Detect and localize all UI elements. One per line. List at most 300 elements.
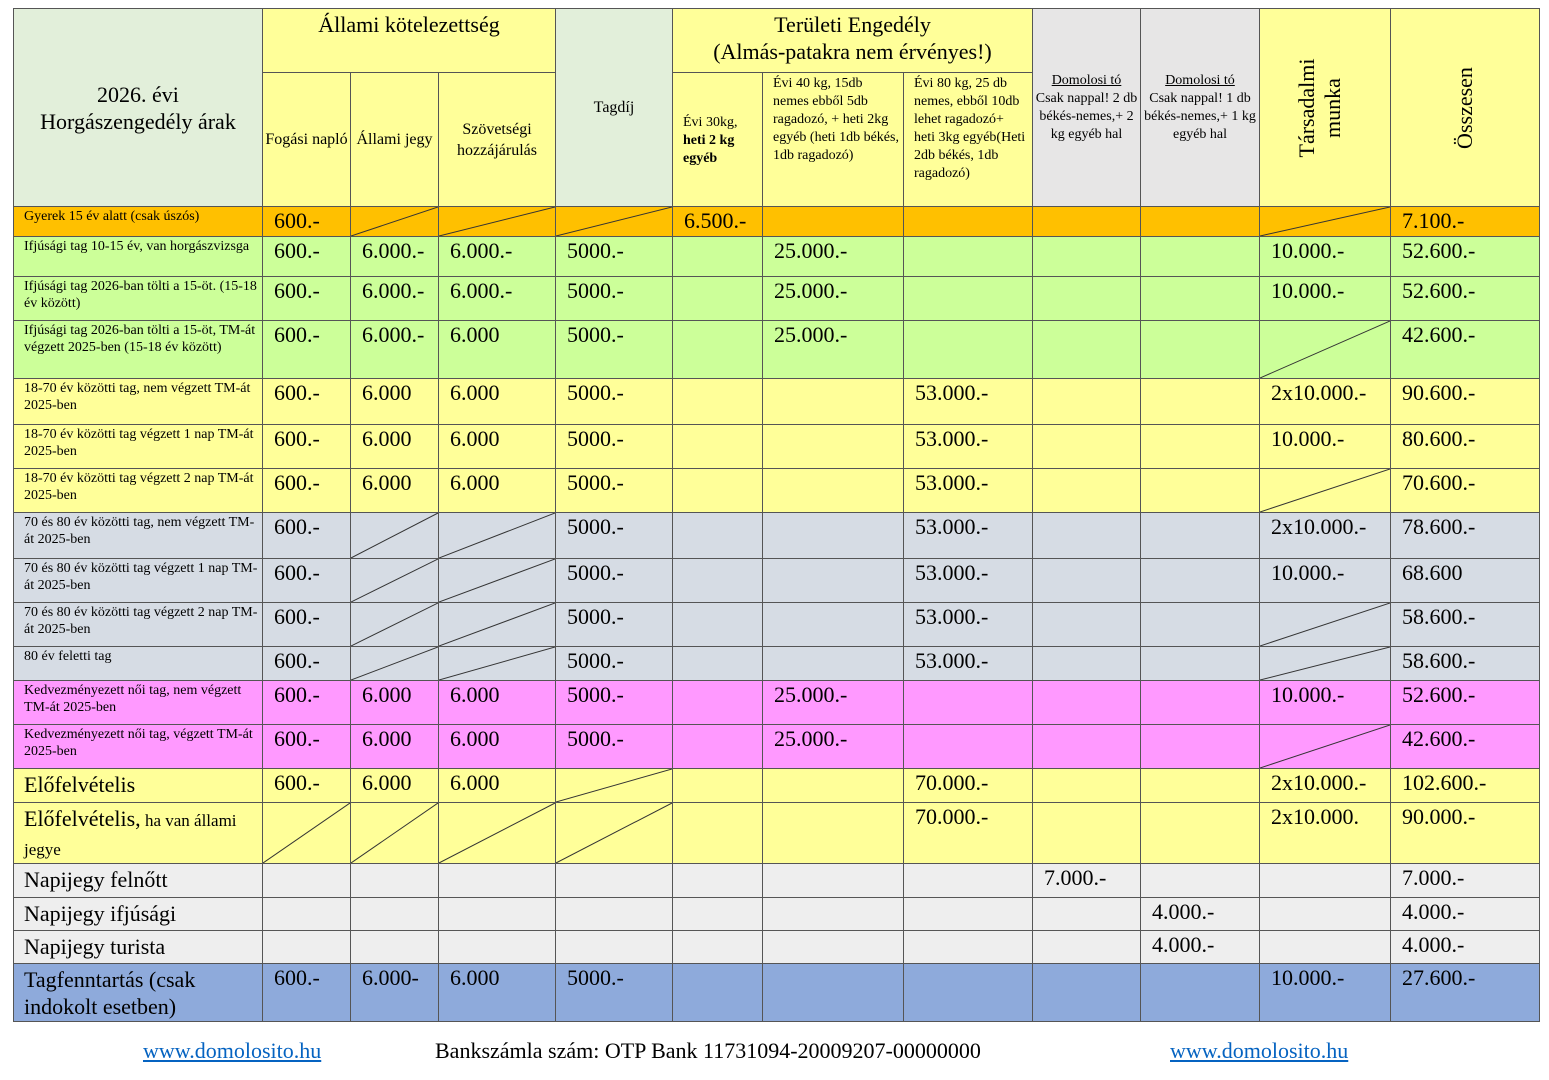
cell-jegy [351,931,439,964]
not-applicable-strike [439,513,555,558]
cell-tagdij [556,769,673,803]
row-label-text: Napijegy turista [24,934,166,959]
cell-jegy [351,321,439,379]
cell-value: 600.- [274,965,320,990]
cell-value: 52.600.- [1402,278,1476,303]
cell-e40 [763,207,904,237]
table-row [14,769,1540,803]
header-szovetsegi-hozzajarulas: Szövetségi hozzájárulás [439,73,556,207]
cell-value: 5000.- [567,380,624,405]
cell-value: 6.000 [362,682,412,707]
cell-tm [1260,469,1391,513]
row-label [14,964,263,1022]
cell-d1 [1033,207,1141,237]
cell-total [1391,725,1540,769]
cell-d2 [1141,964,1260,1022]
cell-d2 [1141,321,1260,379]
table-row [14,513,1540,559]
cell-value: 6.000 [450,770,500,795]
row-label [14,725,263,769]
not-applicable-strike [351,513,438,558]
table-row [14,379,1540,425]
cell-fogasi [263,207,351,237]
cell-tagdij [556,898,673,931]
cell-e40 [763,469,904,513]
teruleti-line-2: (Almás-patakra nem érvényes!) [713,39,992,64]
title-line-1: 2026. évi [97,81,179,107]
cell-value: 600.- [274,208,320,233]
cell-d1 [1033,931,1141,964]
cell-e40 [763,964,904,1022]
cell-value: 42.600.- [1402,726,1476,751]
cell-value: 78.600.- [1402,514,1476,539]
cell-e80 [904,725,1033,769]
cell-value: 6.000 [450,470,500,495]
website-link-right[interactable]: www.domolosito.hu [1170,1038,1349,1063]
row-label [14,425,263,469]
cell-total [1391,864,1540,898]
cell-szov [439,864,556,898]
header-teruleti-engedely [673,9,1033,73]
not-applicable-strike [1260,207,1390,236]
cell-value: 25.000.- [774,238,848,263]
cell-szov [439,931,556,964]
not-applicable-strike [439,603,555,646]
cell-jegy [351,237,439,277]
cell-total [1391,379,1540,425]
cell-tm [1260,931,1391,964]
cell-value: 6.000 [450,380,500,405]
cell-tagdij [556,469,673,513]
evi30-line-2: heti 2 kg [683,132,735,148]
cell-jegy [351,603,439,647]
cell-tm [1260,379,1391,425]
not-applicable-strike [1260,725,1390,768]
cell-e80 [904,647,1033,681]
cell-fogasi [263,469,351,513]
cell-total [1391,898,1540,931]
cell-value: 600.- [274,238,320,263]
cell-e30 [673,379,763,425]
row-label [14,603,263,647]
cell-fogasi [263,803,351,864]
domolosi-1-text: Csak nappal! 2 db békés-nemes,+ 2 kg egyéb hal [1035,90,1138,142]
row-label-text: Ifjúsági tag 2026-ban tölti a 15-öt. (15-18 év között) [24,279,257,311]
cell-d2 [1141,425,1260,469]
cell-e80 [904,513,1033,559]
table-body [14,207,1540,1022]
cell-tm [1260,207,1391,237]
table-row [14,964,1540,1022]
cell-total [1391,931,1540,964]
cell-value: 600.- [274,322,320,347]
row-label [14,769,263,803]
cell-e30 [673,207,763,237]
cell-d1 [1033,898,1141,931]
cell-jegy [351,725,439,769]
cell-szov [439,469,556,513]
not-applicable-strike [439,647,555,680]
cell-d1 [1033,725,1141,769]
row-label [14,237,263,277]
cell-fogasi [263,725,351,769]
not-applicable-strike [351,207,438,236]
cell-e40 [763,379,904,425]
cell-e80 [904,469,1033,513]
cell-szov [439,647,556,681]
cell-value: 2x10.000. [1271,804,1359,829]
cell-e30 [673,425,763,469]
table-row [14,207,1540,237]
table-row [14,725,1540,769]
cell-d1 [1033,603,1141,647]
cell-tagdij [556,681,673,725]
table-row [14,425,1540,469]
cell-d2 [1141,725,1260,769]
cell-tagdij [556,931,673,964]
header-fogasi-naplo: Fogási napló [263,73,351,207]
header-osszesen [1391,9,1540,207]
cell-d1 [1033,513,1141,559]
cell-value: 42.600.- [1402,322,1476,347]
cell-fogasi [263,647,351,681]
cell-d1 [1033,681,1141,725]
cell-value: 4.000.- [1152,932,1215,957]
cell-value: 600.- [274,470,320,495]
cell-e30 [673,237,763,277]
table-row [14,898,1540,931]
header-evi-80kg: Évi 80 kg, 25 db nemes, ebből 10db lehet ragadozó+ heti 3kg egyéb(Heti 2db békés, 1db ragadozó) [904,73,1033,207]
cell-d2 [1141,647,1260,681]
table-row [14,237,1540,277]
cell-value: 68.600 [1402,560,1463,585]
cell-value: 5000.- [567,726,624,751]
cell-d2 [1141,898,1260,931]
row-label [14,803,263,864]
cell-value: 600.- [274,278,320,303]
cell-e80 [904,864,1033,898]
cell-value: 600.- [274,426,320,451]
cell-tagdij [556,425,673,469]
table-row [14,681,1540,725]
not-applicable-strike [351,803,438,863]
row-label-text: 18-70 év közötti tag végzett 2 nap TM-át 2025-ben [24,471,254,503]
cell-jegy [351,513,439,559]
cell-szov [439,725,556,769]
cell-tagdij [556,277,673,321]
cell-tm [1260,277,1391,321]
table-row [14,803,1540,864]
row-label-text: 18-70 év közötti tag, nem végzett TM-át 2025-ben [24,381,251,413]
cell-e80 [904,379,1033,425]
cell-value: 2x10.000.- [1271,380,1367,405]
cell-value: 6.000 [450,965,500,990]
cell-value: 6.000.- [450,278,513,303]
cell-tm [1260,725,1391,769]
cell-d1 [1033,425,1141,469]
cell-fogasi [263,964,351,1022]
cell-e80 [904,769,1033,803]
cell-e80 [904,898,1033,931]
cell-value: 6.000- [362,965,419,990]
cell-szov [439,513,556,559]
cell-fogasi [263,898,351,931]
cell-e30 [673,725,763,769]
not-applicable-strike [1260,603,1390,646]
cell-value: 6.000 [450,322,500,347]
cell-value: 2x10.000.- [1271,770,1367,795]
website-link-left[interactable]: www.domolosito.hu [143,1038,322,1063]
cell-value: 10.000.- [1271,682,1345,707]
cell-fogasi [263,559,351,603]
row-label [14,277,263,321]
not-applicable-strike [351,647,438,680]
bank-account: Bankszámla szám: OTP Bank 11731094-20009207-00000000 [435,1038,981,1063]
evi30-line-3: egyéb [683,150,718,166]
cell-fogasi [263,931,351,964]
header-domolosi-ifjusagi [1141,9,1260,207]
header-domolosi-felnott [1033,9,1141,207]
cell-total [1391,513,1540,559]
cell-d2 [1141,237,1260,277]
cell-jegy [351,898,439,931]
cell-e40 [763,237,904,277]
cell-fogasi [263,379,351,425]
row-label [14,513,263,559]
cell-value: 6.000 [450,426,500,451]
cell-d1 [1033,964,1141,1022]
cell-e30 [673,513,763,559]
cell-szov [439,803,556,864]
cell-jegy [351,864,439,898]
cell-d1 [1033,469,1141,513]
cell-tm [1260,559,1391,603]
cell-e30 [673,803,763,864]
row-label-text: Ifjúsági tag 2026-ban tölti a 15-öt, TM-át végzett 2025-ben (15-18 év között) [24,323,256,355]
table-title [14,9,263,207]
cell-value: 6.000 [362,726,412,751]
cell-tm [1260,864,1391,898]
cell-total [1391,237,1540,277]
cell-value: 52.600.- [1402,682,1476,707]
cell-jegy [351,425,439,469]
cell-value: 2x10.000.- [1271,514,1367,539]
cell-d2 [1141,559,1260,603]
cell-value: 6.000.- [450,238,513,263]
row-label [14,379,263,425]
cell-jegy [351,277,439,321]
cell-value: 25.000.- [774,278,848,303]
cell-value: 70.000.- [915,804,989,829]
not-applicable-strike [556,769,672,802]
cell-value: 102.600.- [1402,770,1487,795]
cell-value: 600.- [274,648,320,673]
cell-e80 [904,681,1033,725]
cell-value: 6.000.- [362,322,425,347]
cell-value: 52.600.- [1402,238,1476,263]
cell-value: 10.000.- [1271,238,1345,263]
cell-e40 [763,559,904,603]
cell-tagdij [556,603,673,647]
cell-total [1391,425,1540,469]
not-applicable-strike [556,207,672,236]
cell-szov [439,769,556,803]
cell-fogasi [263,603,351,647]
cell-fogasi [263,864,351,898]
not-applicable-strike [263,803,350,863]
cell-e30 [673,559,763,603]
cell-value: 5000.- [567,238,624,263]
cell-tm [1260,513,1391,559]
not-applicable-strike [1260,469,1390,512]
row-label [14,559,263,603]
cell-e80 [904,603,1033,647]
cell-value: 25.000.- [774,682,848,707]
header-evi-30kg [673,73,763,207]
cell-fogasi [263,681,351,725]
row-label-text: Napijegy ifjúsági [24,901,177,926]
cell-e30 [673,321,763,379]
teruleti-line-1: Területi Engedély [774,12,931,37]
tarsadalmi-munka-label: Társadalmi munka [1294,58,1345,157]
cell-d2 [1141,603,1260,647]
cell-e40 [763,647,904,681]
cell-total [1391,681,1540,725]
not-applicable-strike [439,803,555,863]
cell-d2 [1141,681,1260,725]
cell-total [1391,803,1540,864]
cell-jegy [351,647,439,681]
header-tagdij: Tagdíj [556,9,673,207]
row-label-text: 70 és 80 év közötti tag végzett 2 nap TM-át 2025-ben [24,605,258,637]
cell-szov [439,379,556,425]
cell-tm [1260,803,1391,864]
cell-total [1391,277,1540,321]
cell-e80 [904,425,1033,469]
cell-value: 6.000 [450,726,500,751]
cell-d1 [1033,769,1141,803]
cell-tagdij [556,513,673,559]
row-label-text: Előfelvételis, [24,806,141,831]
cell-e30 [673,681,763,725]
cell-value: 600.- [274,560,320,585]
cell-value: 4.000.- [1402,899,1465,924]
cell-value: 600.- [274,514,320,539]
cell-e30 [673,931,763,964]
cell-e30 [673,964,763,1022]
cell-e30 [673,603,763,647]
cell-e30 [673,277,763,321]
cell-value: 5000.- [567,470,624,495]
cell-szov [439,964,556,1022]
cell-total [1391,603,1540,647]
cell-d1 [1033,277,1141,321]
row-label [14,931,263,964]
cell-e40 [763,603,904,647]
cell-value: 6.000.- [362,278,425,303]
cell-value: 4.000.- [1152,899,1215,924]
row-label [14,898,263,931]
row-label-text: Előfelvételis [24,772,136,797]
cell-tagdij [556,864,673,898]
cell-d2 [1141,469,1260,513]
cell-tagdij [556,237,673,277]
cell-tm [1260,237,1391,277]
cell-e80 [904,931,1033,964]
cell-tagdij [556,207,673,237]
not-applicable-strike [351,559,438,602]
cell-tm [1260,603,1391,647]
cell-value: 6.000.- [362,238,425,263]
cell-szov [439,559,556,603]
cell-tm [1260,964,1391,1022]
cell-e40 [763,321,904,379]
cell-d1 [1033,647,1141,681]
domolosi-2-title: Domolosi tó [1165,72,1235,88]
cell-jegy [351,681,439,725]
row-label [14,321,263,379]
row-label [14,469,263,513]
cell-tagdij [556,803,673,864]
cell-e30 [673,864,763,898]
cell-tagdij [556,725,673,769]
cell-total [1391,207,1540,237]
cell-tagdij [556,559,673,603]
table-row [14,931,1540,964]
cell-value: 600.- [274,726,320,751]
cell-d2 [1141,864,1260,898]
cell-tm [1260,681,1391,725]
cell-value: 53.000.- [915,426,989,451]
cell-value: 58.600.- [1402,604,1476,629]
cell-value: 53.000.- [915,470,989,495]
cell-e40 [763,725,904,769]
cell-total [1391,964,1540,1022]
cell-value: 90.600.- [1402,380,1476,405]
cell-e80 [904,277,1033,321]
cell-d2 [1141,769,1260,803]
row-label-text: Kedvezményezett női tag, nem végzett TM-át 2025-ben [24,683,242,715]
cell-value: 5000.- [567,278,624,303]
table-row [14,469,1540,513]
not-applicable-strike [439,559,555,602]
cell-value: 90.000.- [1402,804,1476,829]
cell-szov [439,207,556,237]
cell-fogasi [263,425,351,469]
cell-e40 [763,277,904,321]
row-label [14,681,263,725]
row-label-text: Ifjúsági tag 10-15 év, van horgászvizsga [24,239,250,254]
row-label-note: ha van állami jegye [24,811,237,859]
row-label-text: Tagfenntartás (csak indokolt esetben) [24,967,196,1019]
price-table [13,8,1540,1022]
cell-d2 [1141,803,1260,864]
cell-szov [439,898,556,931]
header-tarsadalmi-munka [1260,9,1391,207]
cell-total [1391,321,1540,379]
cell-value: 7.000.- [1044,865,1107,890]
cell-total [1391,559,1540,603]
cell-d2 [1141,207,1260,237]
cell-d1 [1033,321,1141,379]
cell-d2 [1141,931,1260,964]
cell-value: 58.600.- [1402,648,1476,673]
cell-fogasi [263,237,351,277]
cell-d1 [1033,237,1141,277]
not-applicable-strike [1260,321,1390,378]
cell-value: 80.600.- [1402,426,1476,451]
row-label-text: 18-70 év közötti tag végzett 1 nap TM-át 2025-ben [24,427,254,459]
